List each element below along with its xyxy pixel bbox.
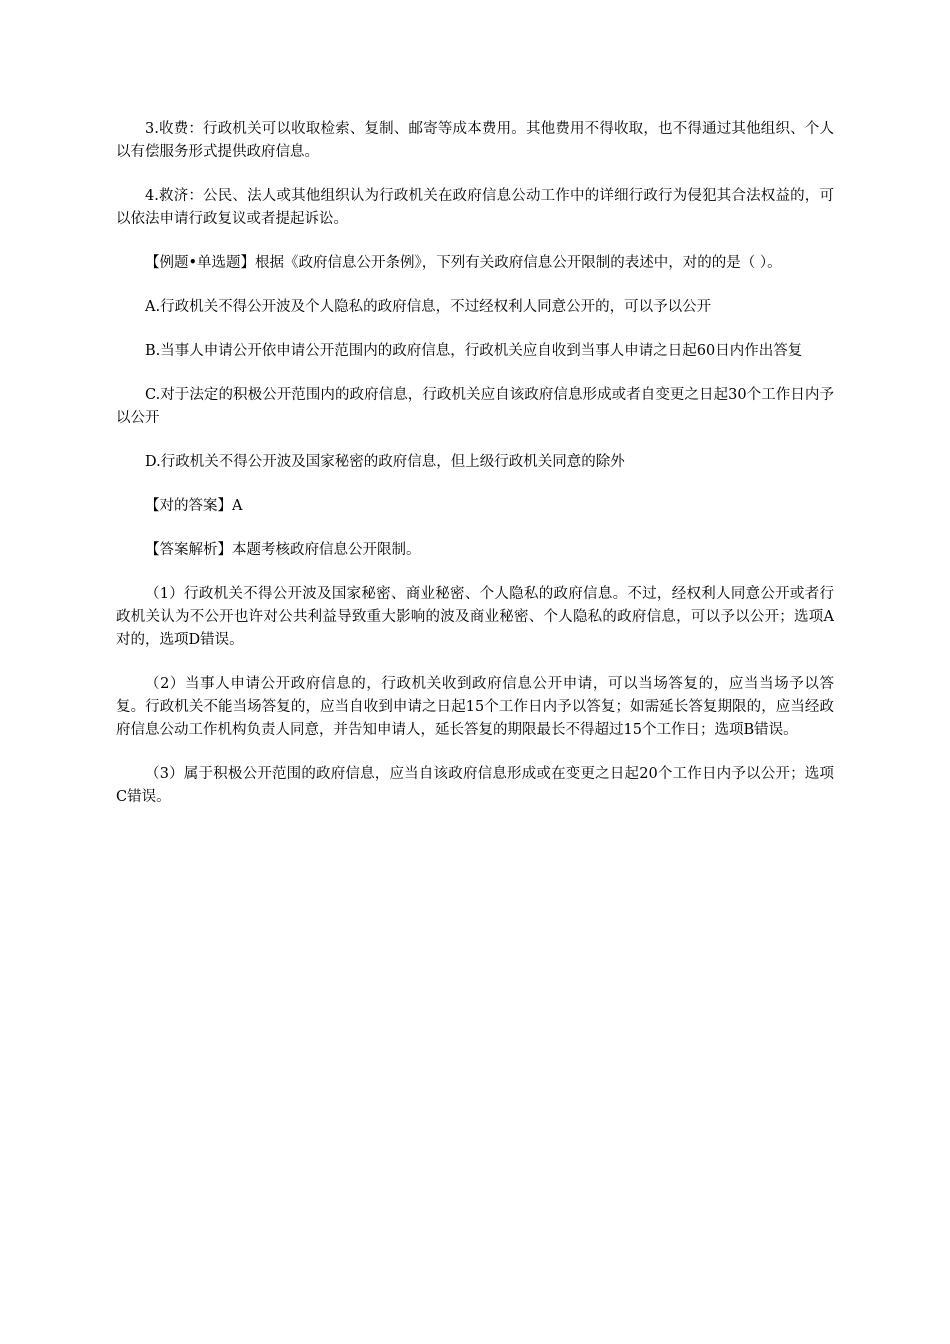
option-b: B.当事人申请公开依申请公开范围内的政府信息，行政机关应自收到当事人申请之日起60日内作出答复	[145, 343, 803, 359]
document-body	[116, 118, 834, 830]
paragraph-remedy: 4.救济：公民、法人或其他组织认为行政机关在政府信息公动工作中的详细行政行为侵犯其合法权益的，可以依法申请行政复议或者提起诉讼。	[116, 188, 834, 227]
paragraph-fees: 3.收费：行政机关可以收取检索、复制、邮寄等成本费用。其他费用不得收取，也不得通过其他组织、个人以有偿服务形式提供政府信息。	[116, 121, 834, 160]
option-c: C.对于法定的积极公开范围内的政府信息，行政机关应自该政府信息形成或者自变更之日起30个工作日内予以公开	[116, 387, 834, 426]
correct-answer: 【对的答案】A	[145, 498, 243, 514]
analysis-point-1: （1）行政机关不得公开波及国家秘密、商业秘密、个人隐私的政府信息。不过，经权利人同意公开或者行政机关认为不公开也许对公共利益导致重大影响的波及商业秘密、个人隐私的政府信息，可以予以公开；选项A对的，选项D错误。	[116, 586, 834, 648]
analysis-point-2: （2）当事人申请公开政府信息的，行政机关收到政府信息公开申请，可以当场答复的，应当当场予以答复。行政机关不能当场答复的，应当自收到申请之日起15个工作日内予以答复；如需延长答复期限的，应当经政府信息公动工作机构负责人同意，并告知申请人，延长答复的期限最长不得超过15个工作日；选项B错误。	[116, 676, 834, 738]
option-d: D.行政机关不得公开波及国家秘密的政府信息，但上级行政机关同意的除外	[145, 454, 625, 470]
paragraph-example-question: 【例题•单选题】根据《政府信息公开条例》，下列有关政府信息公开限制的表述中，对的的是（ ）。	[145, 255, 782, 271]
option-a: A.行政机关不得公开波及个人隐私的政府信息，不过经权利人同意公开的，可以予以公开	[145, 299, 712, 315]
answer-analysis-heading: 【答案解析】本题考核政府信息公开限制。	[145, 542, 421, 558]
analysis-point-3: （3）属于积极公开范围的政府信息，应当自该政府信息形成或在变更之日起20个工作日内予以公开；选项C错误。	[116, 766, 834, 805]
